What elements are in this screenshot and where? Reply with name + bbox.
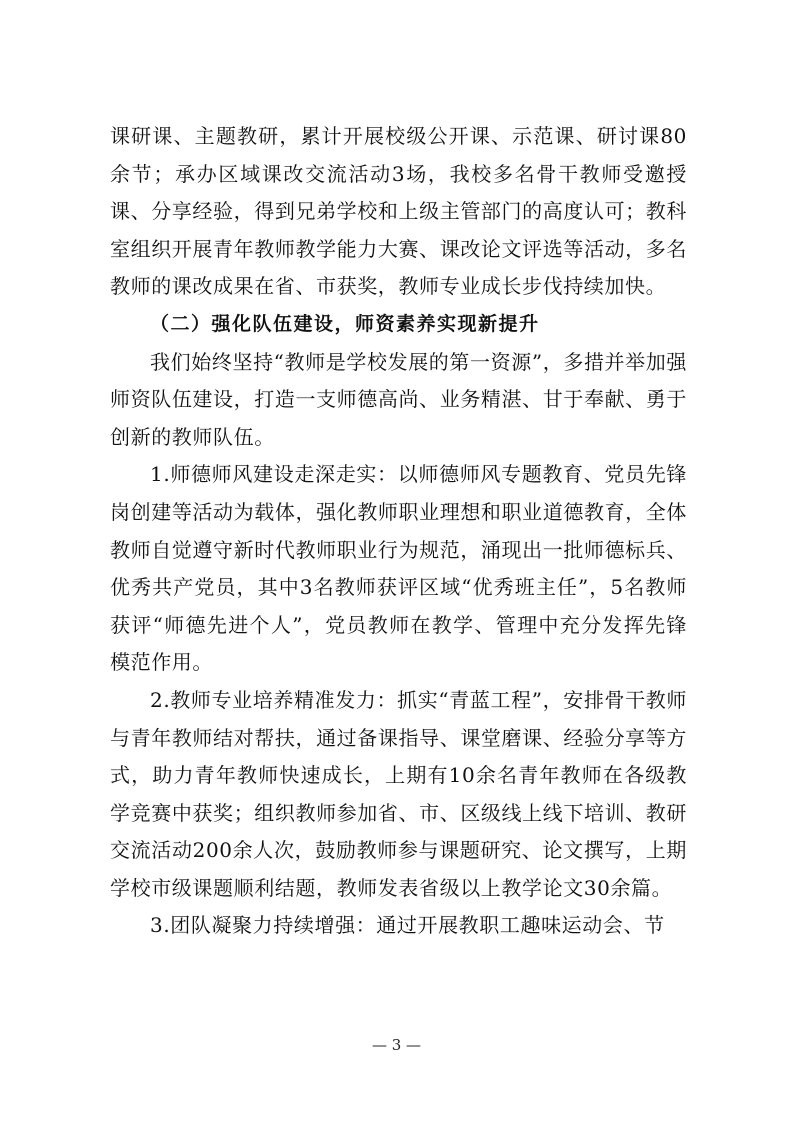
paragraph-item-2: 2.教师专业培养精准发力：抓实“青蓝工程”，安排骨干教师与青年教师结对帮扶，通过备课指导、课堂磨课、经验分享等方式，助力青年教师快速成长，上期有10余名青年教师在各级教学竞赛中获奖；组织教师参加省、市、区级线上线下培训、教研交流活动200余人次，鼓励教师参与课题研究、论文撰写，上期学校市级课题顺利结题，教师发表省级以上教学论文30余篇。 — [110, 687, 687, 900]
page-number: — 3 — — [371, 1036, 422, 1054]
paragraph-item-3: 3.团队凝聚力持续增强：通过开展教职工趣味运动会、节 — [150, 913, 665, 938]
paragraph-item-1: 1.师德师风建设走深走实：以师德师风专题教育、党员先锋岗创建等活动为载体，强化教师职业理想和职业道德教育，全体教师自觉遵守新时代教师职业行为规范，涌现出一批师德标兵、优秀共产党员，其中3名教师获评区域“优秀班主任”，5名教师获评“师德先进个人”，党员教师在教学、管理中充分发挥先锋模范作用。 — [110, 462, 687, 675]
document-body — [110, 118, 687, 945]
paragraph-continuation: 课研课、主题教研，累计开展校级公开课、示范课、研讨课80余节；承办区域课改交流活动3场，我校多名骨干教师受邀授课、分享经验，得到兄弟学校和上级主管部门的高度认可；教科室组织开展青年教师教学能力大赛、课改论文评选等活动，多名教师的课改成果在省、市获奖，教师专业成长步伐持续加快。 — [110, 124, 687, 299]
section-heading: （二）强化队伍建设，师资素养实现新提升 — [150, 312, 540, 335]
paragraph-intro: 我们始终坚持“教师是学校发展的第一资源”，多措并举加强师资队伍建设，打造一支师德高尚、业务精湛、甘于奉献、勇于创新的教师队伍。 — [110, 349, 687, 449]
